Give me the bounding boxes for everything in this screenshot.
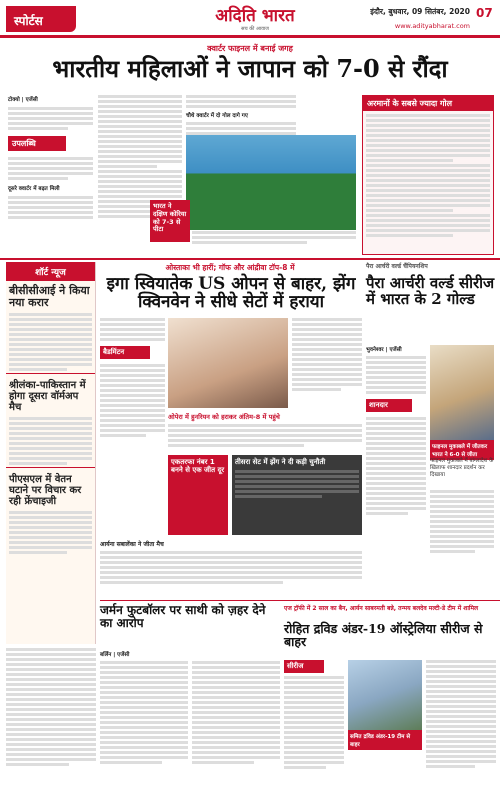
short-news-item-3: पीएसएल में वेतन घटाने पर विचार कर रही फ्रेंचाइजी [6, 467, 95, 511]
football-body [100, 650, 280, 785]
masthead [0, 0, 500, 38]
short-news-item-2: श्रीलंका-पाकिस्तान में होगा दूसरा वॉर्मअप मैच [6, 373, 95, 417]
archery-photo-label: फाइनल मुकाबले में जीतकर भारत ने 6-0 से जीता [430, 440, 494, 460]
cricket-tag: सीरीज [284, 660, 324, 673]
archery-kicker: पैरा आर्चरी वर्ल्ड चैंपियनशिप [366, 263, 428, 270]
photo-tag: भारत ने दक्षिण कोरिया को 7-3 से पीटा [150, 200, 190, 242]
box-title: अरमानों के सबसे ज्यादा गोल [363, 96, 493, 111]
tennis-photo [168, 318, 288, 408]
archery-col [366, 345, 426, 595]
hockey-col3 [186, 95, 296, 135]
logo [200, 3, 310, 33]
archery-caption: फाइनल मुकाबले में बांग्लादेश के खिलाफ शानदार प्रदर्शन कर दिखाया [430, 458, 494, 479]
date-line: इंदौर, बुधवार, 09 सितंबर, 2020 [370, 7, 470, 16]
website[interactable]: www.adityabharat.com [394, 22, 470, 30]
section-rule-2 [100, 600, 500, 601]
masthead-rule [0, 35, 500, 38]
cricket-photo-caption: समित द्रविड अंडर-19 टीम से बाहर [348, 730, 422, 750]
hockey-headline: भारतीय महिलाओं ने जापान को 7-0 से रौंदा [52, 54, 448, 83]
hockey-caption [192, 231, 356, 246]
section-label: स्पोर्टस [6, 6, 76, 32]
archery-tag: शानदार [366, 399, 412, 412]
logo-tagline: सच की आवाज [241, 26, 269, 32]
subhead: चौथे क्वार्टर में दो गोल दागे गए [186, 113, 248, 119]
hockey-sidebox [362, 95, 494, 255]
box-title: एकतरफा नंबर 1 बनने से एक जीत दूर [171, 458, 225, 475]
archery-col2 [430, 490, 494, 595]
cricket-col1 [284, 676, 344, 786]
left-bottom-col [6, 648, 96, 786]
dateline: टोक्यो | एजेंसी [8, 97, 38, 103]
dateline: भुवनेश्वर | एजेंसी [366, 347, 402, 353]
tennis-col3 [292, 318, 362, 408]
short-news-item-1: बीसीसीआई ने किया नया करार [9, 284, 90, 310]
hockey-kicker: क्वार्टर फाइनल में बनाई जगह [207, 44, 293, 53]
hockey-photo [186, 135, 356, 230]
football-headline: जर्मन फुटबॉलर पर साथी को ज़हर देने का आरोप [100, 603, 266, 630]
cricket-kicker: एज ट्रॉफी में 2 साल का बैन, आर्यन साबरमती बन्ने, तन्मय बलदेव मल्टी-डे टीम में शामिल [284, 605, 479, 612]
cricket-col3 [426, 660, 496, 786]
page-number: 07 [476, 6, 493, 20]
dateline: बर्लिन | एजेंसी [100, 652, 130, 658]
badminton-tag: बैडमिंटन [100, 346, 150, 359]
tennis-kicker: ओस्ताका भी हारीं; गॉफ और आंद्रीवा टॉप-8 में [165, 263, 295, 272]
section-rule [0, 258, 500, 260]
cricket-headline: रोहित द्रविड अंडर-19 ऑस्ट्रेलिया सीरीज से बाहर [284, 621, 483, 650]
tennis-headline: इगा स्वियातेक US ओपन से बाहर, झेंग क्विनवेन ने सीधे सेटों में हराया [106, 274, 356, 312]
archery-photo [430, 345, 494, 440]
short-news [6, 262, 96, 644]
subhead: दूसरे क्वार्टर में बढ़त मिली [8, 186, 60, 192]
tennis-subhead: ओपेरा में हुनरियन को हराकर अंतिम-8 में पहुंचे [168, 413, 280, 421]
side-label: उपलब्धि [8, 136, 66, 151]
subhead: आर्यना सबालेंका ने जीता मैच [100, 541, 164, 548]
logo-text: अदिति भारत [215, 6, 295, 26]
cricket-photo [348, 660, 422, 730]
tennis-body [168, 424, 362, 449]
tennis-col-lower [100, 500, 362, 595]
archery-headline: पैरा आर्चरी वर्ल्ड सीरीज में भारत के 2 गोल्ड [366, 274, 495, 308]
box-title: तीसरा सेट में झेंग ने दी कड़ी चुनौती [235, 458, 326, 466]
tennis-col1 [100, 318, 165, 498]
short-news-header: शॉर्ट न्यूज [6, 262, 95, 281]
hockey-col1 [8, 95, 93, 250]
